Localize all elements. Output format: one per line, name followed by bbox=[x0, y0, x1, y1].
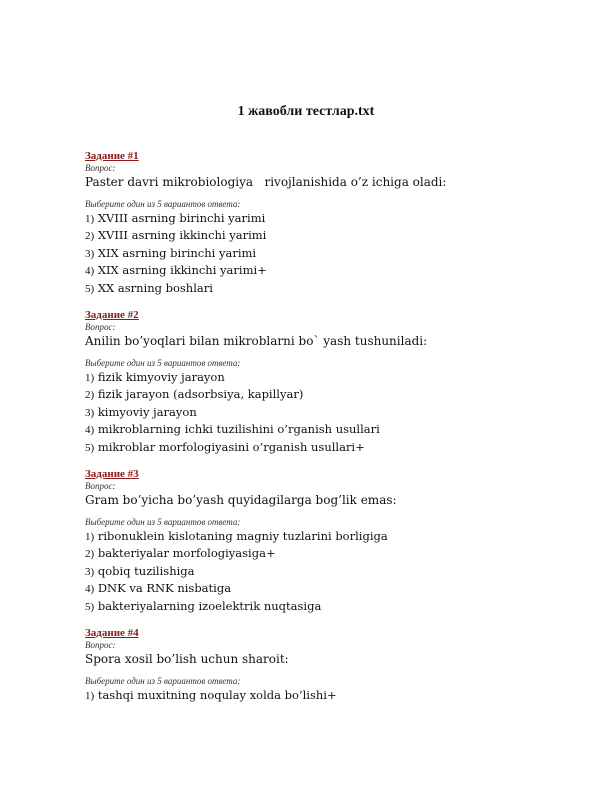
answer-text: DNK va RNK nisbatiga bbox=[97, 581, 232, 596]
task-4 bbox=[85, 626, 575, 704]
answer-list bbox=[85, 210, 575, 297]
answer-option bbox=[85, 421, 575, 438]
answer-text: fizik kimyoviy jarayon bbox=[97, 370, 225, 385]
answer-option bbox=[85, 528, 575, 545]
answer-number: 3) bbox=[85, 565, 95, 578]
task-3 bbox=[85, 467, 575, 615]
answer-text: mikroblarning ichki tuzilishini o’rganish usullari bbox=[97, 422, 380, 437]
answer-text: kimyoviy jarayon bbox=[97, 404, 197, 419]
answer-text: bakteriyalar morfologiyasiga+ bbox=[97, 546, 276, 561]
question-label: Вопрос: bbox=[85, 322, 116, 333]
question-label: Вопрос: bbox=[85, 163, 116, 173]
answer-text: XX asrning boshlari bbox=[97, 280, 213, 295]
answer-text: ribonuklein kislotaning magniy tuzlarini borligiga bbox=[97, 529, 388, 544]
answer-number: 3) bbox=[85, 406, 95, 419]
answer-option bbox=[85, 262, 575, 279]
question-text: Gram bo’yicha bo’yash quyidagilarga bog’lik emas: bbox=[85, 493, 397, 508]
question-text: Spora xosil bo’lish uchun sharoit: bbox=[85, 652, 289, 667]
answer-number: 2) bbox=[85, 230, 95, 243]
choose-label: Выберите один из 5 вариантов ответа: bbox=[85, 676, 241, 687]
answer-option bbox=[85, 280, 575, 297]
task-title: Задание #4 bbox=[85, 627, 139, 640]
task-title: Задание #2 bbox=[85, 309, 139, 322]
question-label: Вопрос: bbox=[85, 640, 116, 651]
answer-number: 2) bbox=[85, 548, 95, 561]
choose-label: Выберите один из 5 вариантов ответа: bbox=[85, 358, 241, 369]
task-title: Задание #1 bbox=[85, 150, 139, 162]
answer-number: 1) bbox=[85, 531, 95, 544]
answer-number: 4) bbox=[85, 424, 95, 437]
task-2 bbox=[85, 308, 575, 456]
answer-number: 4) bbox=[85, 583, 95, 596]
answer-text: XVIII asrning ikkinchi yarimi bbox=[97, 228, 267, 243]
answer-number: 4) bbox=[85, 265, 95, 278]
answer-number: 5) bbox=[85, 600, 95, 613]
choose-label: Выберите один из 5 вариантов ответа: bbox=[85, 199, 241, 209]
answer-number: 5) bbox=[85, 441, 95, 454]
answer-option bbox=[85, 563, 575, 580]
answer-option bbox=[85, 210, 575, 227]
answer-number: 1) bbox=[85, 213, 95, 225]
answer-text: XIX asrning ikkinchi yarimi+ bbox=[97, 263, 267, 278]
choose-label: Выберите один из 5 вариантов ответа: bbox=[85, 517, 241, 528]
answer-option bbox=[85, 386, 575, 403]
answer-list bbox=[85, 369, 575, 456]
answer-number: 2) bbox=[85, 389, 95, 402]
answer-text: tashqi muxitning noqulay xolda bo’lishi+ bbox=[97, 688, 337, 703]
document-title: 1 жавобли тестлар.txt bbox=[237, 104, 375, 119]
question-label: Вопрос: bbox=[85, 481, 116, 492]
answer-text: XVIII asrning birinchi yarimi bbox=[97, 211, 266, 225]
task-1 bbox=[85, 149, 575, 297]
answer-text: qobiq tuzilishiga bbox=[97, 563, 195, 578]
answer-option bbox=[85, 227, 575, 244]
answer-option bbox=[85, 245, 575, 262]
question-text: Paster davri mikrobiologiya rivojlanishida o’z ichiga oladi: bbox=[85, 175, 447, 189]
answer-list bbox=[85, 528, 575, 615]
answer-number: 1) bbox=[85, 690, 95, 703]
answer-list bbox=[85, 687, 575, 704]
answer-option bbox=[85, 439, 575, 456]
answer-text: XIX asrning birinchi yarimi bbox=[97, 245, 257, 260]
answer-option bbox=[85, 545, 575, 562]
answer-option bbox=[85, 369, 575, 386]
answer-option bbox=[85, 404, 575, 421]
answer-text: bakteriyalarning izoelektrik nuqtasiga bbox=[97, 598, 322, 613]
answer-option bbox=[85, 580, 575, 597]
answer-text: mikroblar morfologiyasini o’rganish usullari+ bbox=[97, 439, 365, 454]
task-title: Задание #3 bbox=[85, 468, 139, 481]
test-content bbox=[85, 149, 575, 716]
answer-option bbox=[85, 598, 575, 615]
answer-number: 1) bbox=[85, 372, 95, 385]
question-text: Anilin bo’yoqlari bilan mikroblarni bo` yash tushuniladi: bbox=[85, 334, 428, 349]
answer-number: 3) bbox=[85, 247, 95, 260]
answer-option bbox=[85, 687, 575, 704]
answer-number: 5) bbox=[85, 282, 95, 295]
answer-text: fizik jarayon (adsorbsiya, kapillyar) bbox=[97, 387, 304, 402]
